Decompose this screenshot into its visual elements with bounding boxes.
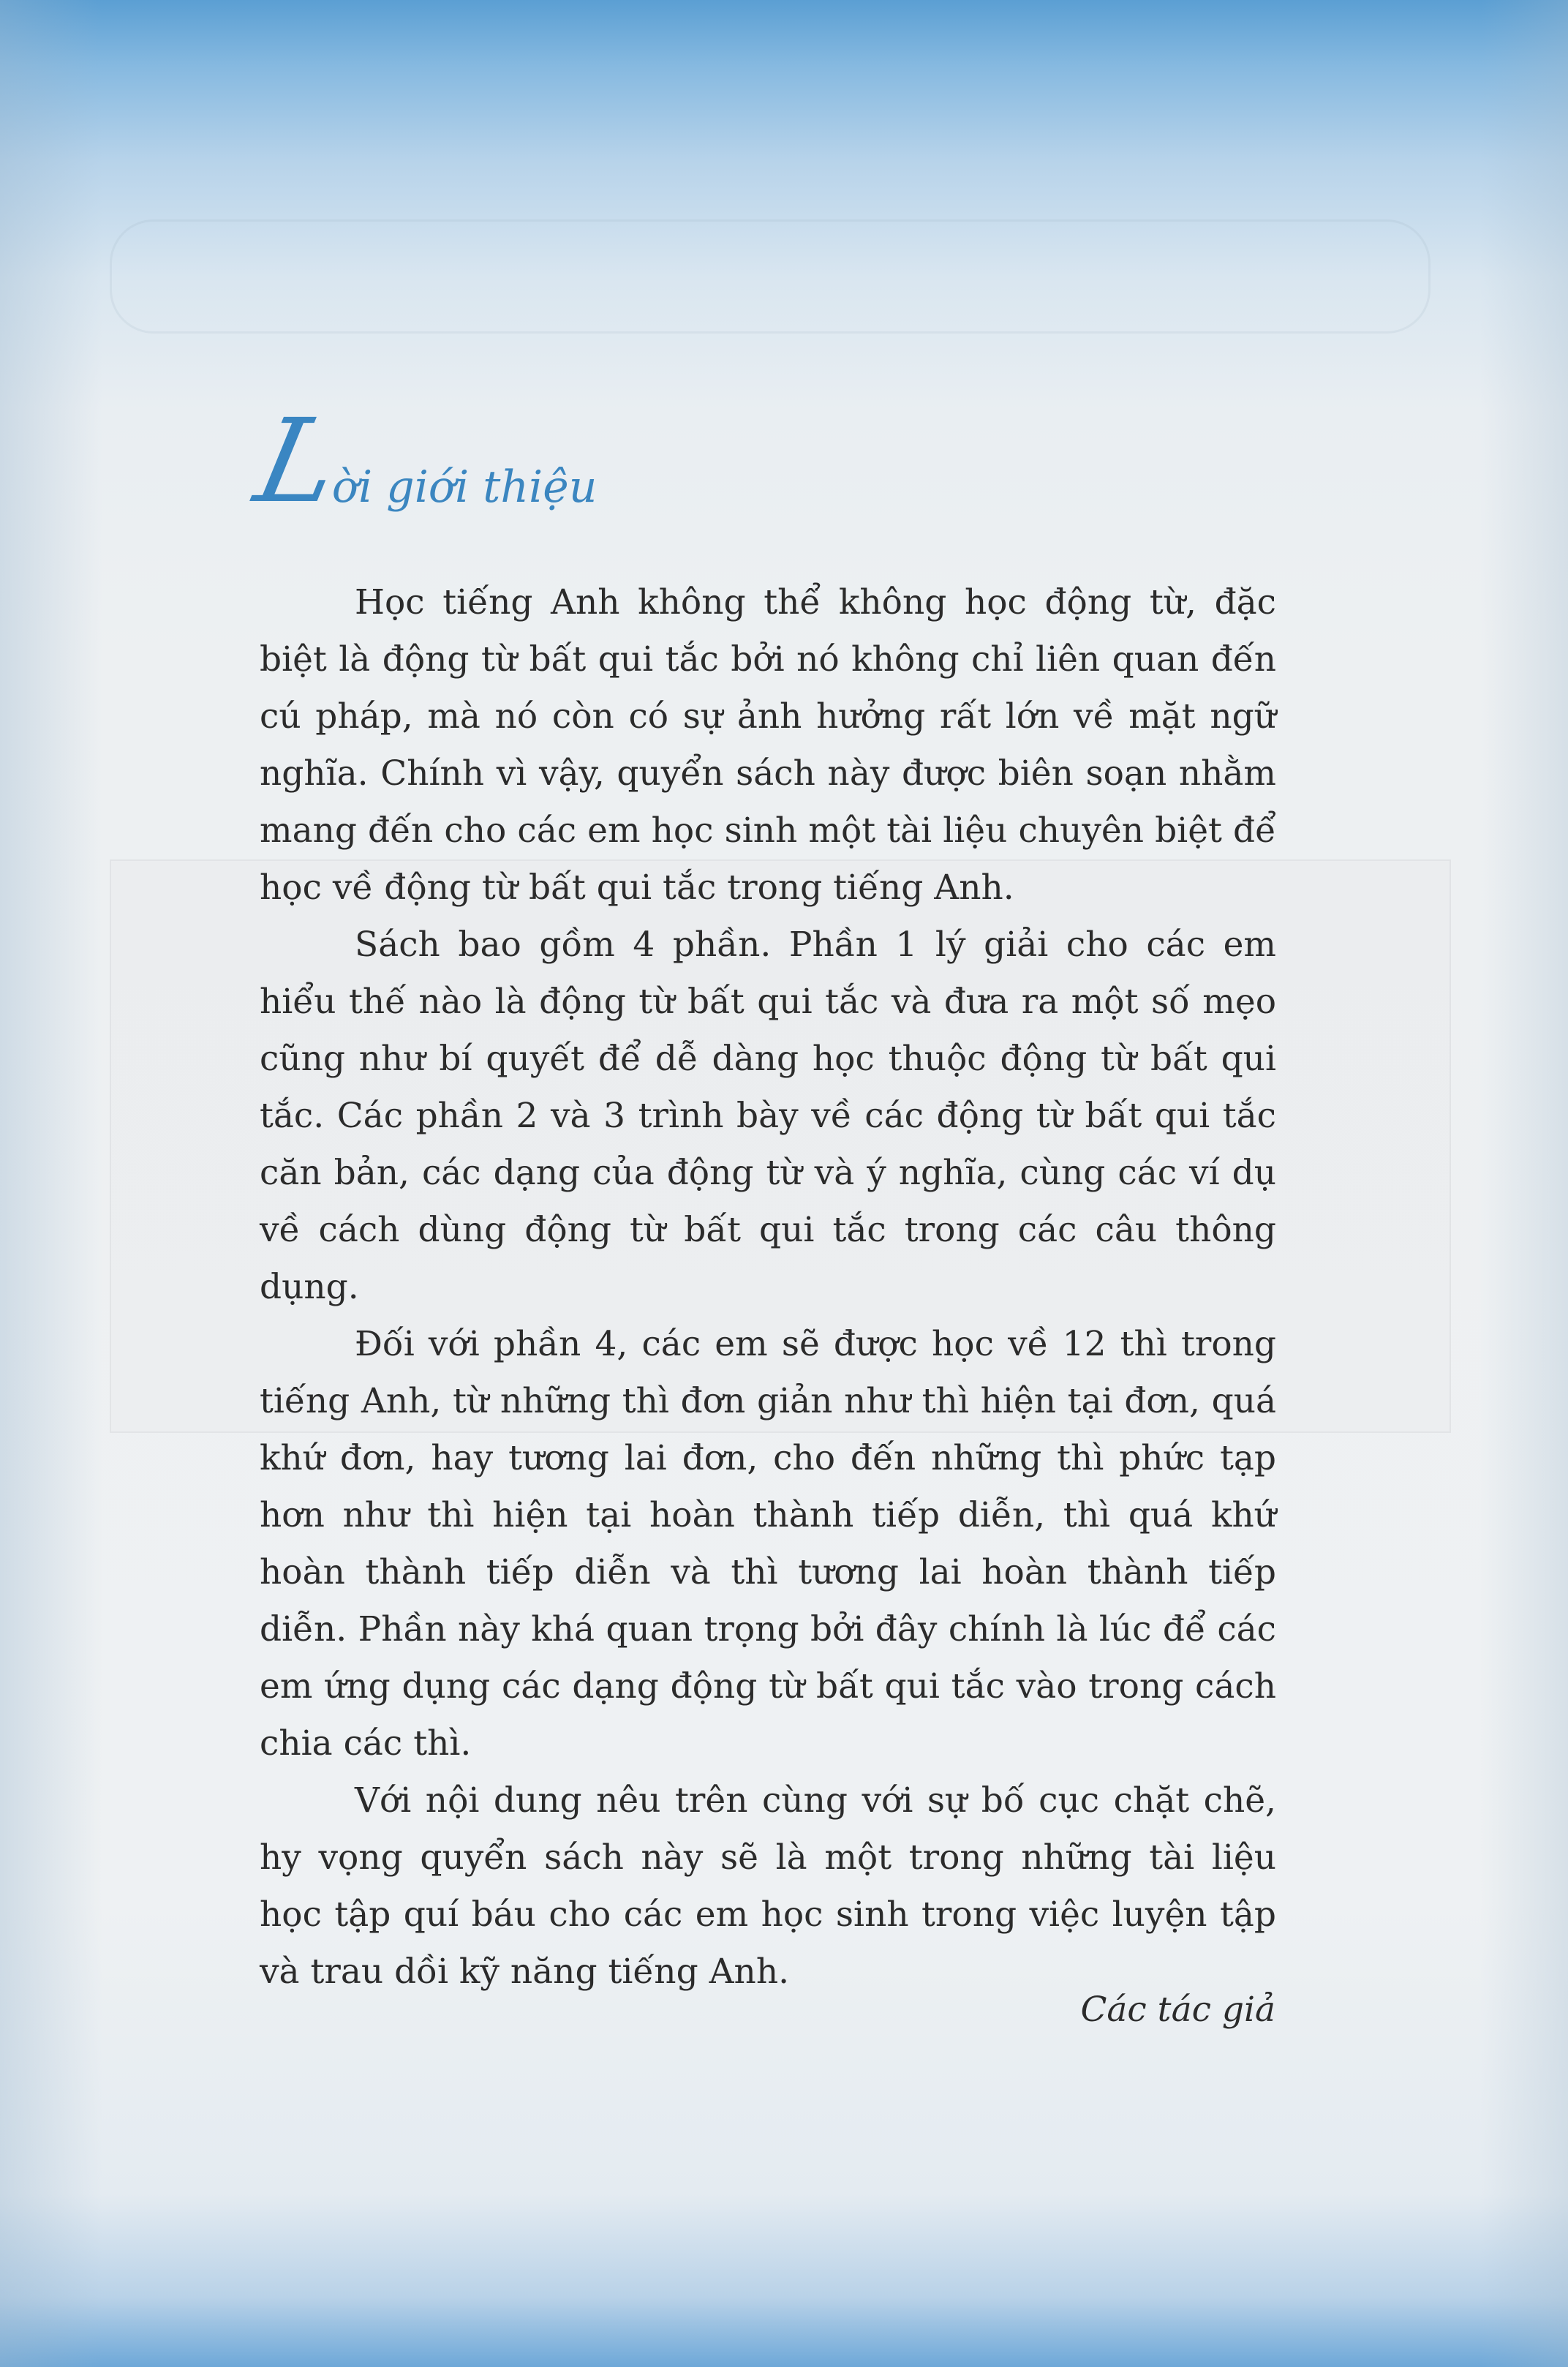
page-title xyxy=(245,394,598,529)
page-shadow-right xyxy=(1480,0,1568,2367)
paragraph-1: Học tiếng Anh không thể không học động từ, đặc biệt là động từ bất qui tắc bởi nó không chỉ liên quan đến cú pháp, mà nó còn có sự ảnh hưởng rất lớn về mặt ngữ nghĩa. Chính vì vậy, quyển sách này được biên soạn nhằm mang đến cho các em học sinh một tài liệu chuyên biệt để học về động từ bất qui tắc trong tiếng Anh. xyxy=(260,582,1276,908)
title-decorative-initial: L xyxy=(245,394,351,529)
introduction-body xyxy=(260,574,1276,2001)
paragraph-4: Với nội dung nêu trên cùng với sự bố cục chặt chẽ, hy vọng quyển sách này sẽ là một trong những tài liệu học tập quí báu cho các em học sinh trong việc luyện tập và trau dồi kỹ năng tiếng Anh. xyxy=(260,1780,1276,1992)
title-text: ời giới thiệu xyxy=(331,462,598,513)
paragraph-2: Sách bao gồm 4 phần. Phần 1 lý giải cho các em hiểu thế nào là động từ bất qui tắc và đưa ra một số mẹo cũng như bí quyết để dễ dàng học thuộc động từ bất qui tắc. Các phần 2 và 3 trình bày về các động từ bất qui tắc căn bản, các dạng của động từ và ý nghĩa, cùng các ví dụ về cách dùng động từ bất qui tắc trong các câu thông dụng. xyxy=(260,925,1276,1307)
page-shadow-left xyxy=(0,0,102,2367)
authors-signature: Các tác giả xyxy=(1080,1990,1275,2030)
show-through-frame xyxy=(110,219,1431,334)
paragraph-3: Đối với phần 4, các em sẽ được học về 12 thì trong tiếng Anh, từ những thì đơn giản như thì hiện tại đơn, quá khứ đơn, hay tương lai đơn, cho đến những thì phức tạp hơn như thì hiện tại hoàn thành tiếp diễn, thì quá khứ hoàn thành tiếp diễn và thì tương lai hoàn thành tiếp diễn. Phần này khá quan trọng bởi đây chính là lúc để các em ứng dụng các dạng động từ bất qui tắc vào trong cách chia các thì. xyxy=(260,1324,1276,1764)
